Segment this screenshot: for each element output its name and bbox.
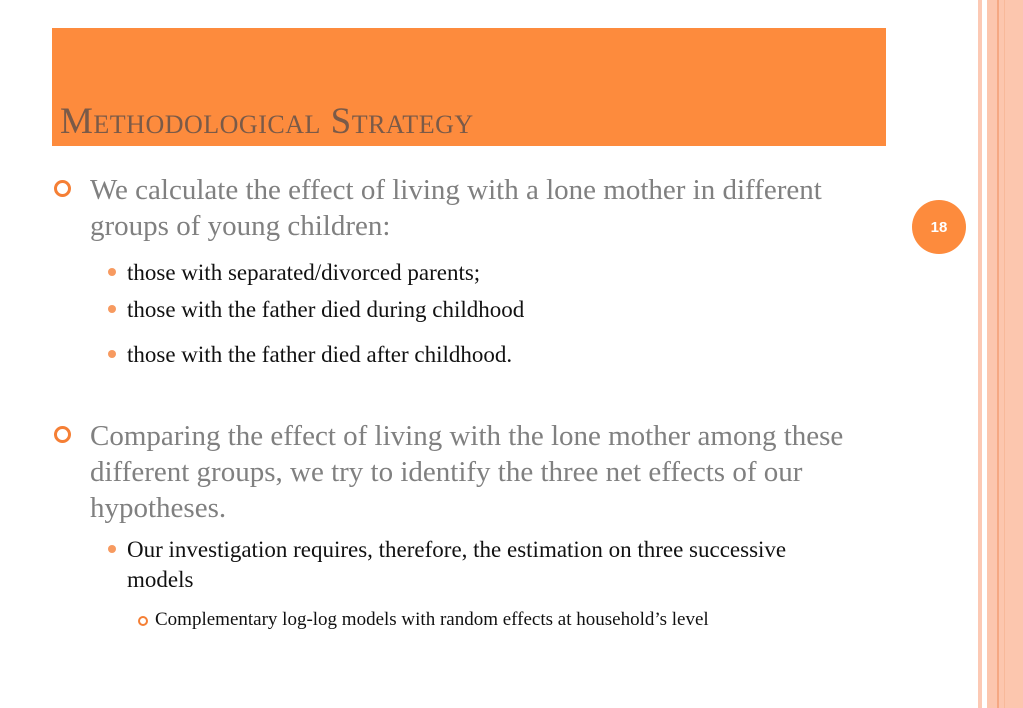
bullet-icon (54, 180, 71, 197)
bullet-icon (108, 268, 116, 276)
sub-bullet-text: those with the father died after childhood. (127, 342, 513, 367)
bullet-icon (138, 616, 148, 626)
slide-title: Methodological Strategy (60, 101, 474, 142)
sub-bullet-text: those with separated/divorced parents; (127, 260, 481, 285)
sub-bullet-text: those with the father died during childhood (127, 297, 525, 322)
bullet-icon (54, 426, 71, 443)
page-number-badge: 18 (912, 200, 966, 254)
decorative-stripe (1004, 0, 1005, 708)
decorative-stripe (987, 0, 1023, 708)
decorative-stripe (997, 0, 999, 708)
sub-sub-bullet-text: Complementary log-log models with random effects at household’s level (155, 609, 709, 630)
bullet-icon (108, 305, 116, 313)
decorative-stripe (978, 0, 982, 708)
bullet-icon (108, 350, 116, 358)
sub-bullet-text: Our investigation requires, therefore, the estimation on three successive models (127, 537, 787, 592)
bullet-icon (108, 545, 116, 553)
bullet-text: Comparing the effect of living with the lone mother among these different groups, we try to identify the three net effects of our hypotheses. (90, 420, 844, 524)
bullet-text: We calculate the effect of living with a lone mother in different groups of young children: (90, 174, 822, 242)
